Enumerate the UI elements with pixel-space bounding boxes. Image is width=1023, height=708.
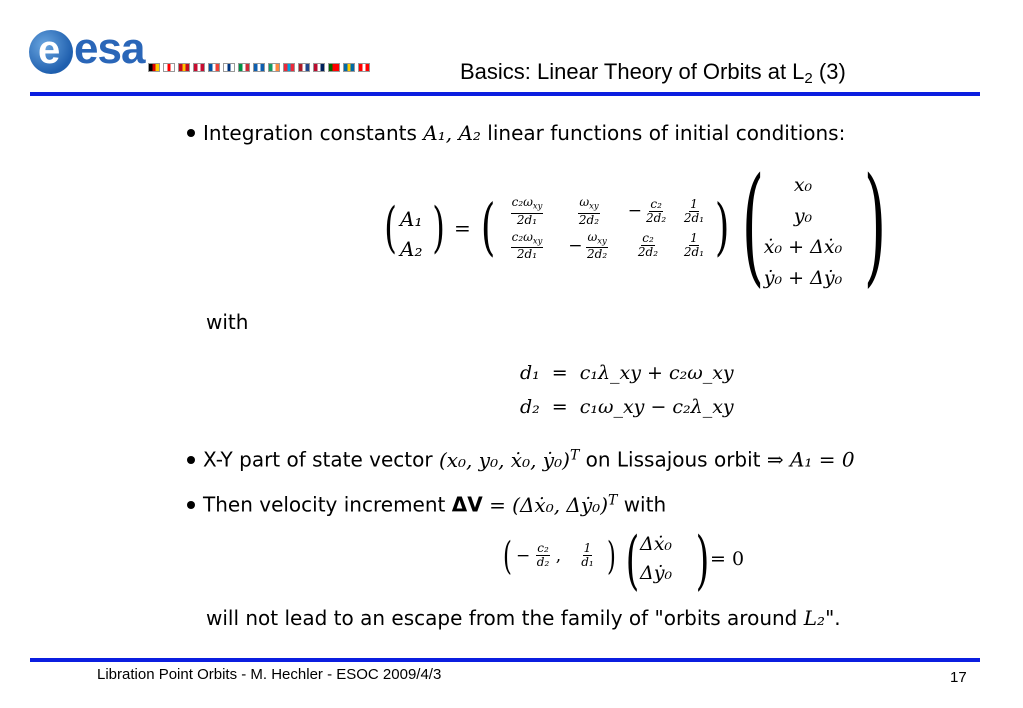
bullet-velocity-increment: Then velocity increment ΔV = (Δẋ₀, Δẏ₀)$^T$ with <box>187 488 666 517</box>
footer-text: Libration Point Orbits - M. Hechler - ESOC 2009/4/3 <box>97 666 442 683</box>
flag-icon <box>193 63 205 72</box>
matrix-equation <box>380 151 887 300</box>
flag-icon <box>148 63 160 72</box>
coefficient-matrix <box>496 196 712 261</box>
bullet-state-vector: X-Y part of state vector (x₀, y₀, ẋ₀, ẏ₀)$^T$ on Lissajous orbit ⇒ A₁ = 0 <box>187 443 855 472</box>
state-vector-math: (x₀, y₀, ẋ₀, ẏ₀)$^T$ <box>438 447 580 472</box>
row-left-paren: ( <box>502 534 512 578</box>
esa-logo-text: esa <box>74 24 145 73</box>
flag-icon <box>313 63 325 72</box>
header-divider <box>30 92 980 96</box>
row-vector: − $\frac{\text{c₂}}{\text{d₂}}$ , $\frac{1}{\text{d₁}}$ <box>516 541 594 569</box>
lhs-vector: A₁ A₂ <box>400 207 423 261</box>
flag-icon <box>178 63 190 72</box>
escape-statement: will not lead to an escape from the family of "orbits around L₂". <box>206 606 841 630</box>
matrix-cell: $\frac{1}{\text{2d₁}}$ <box>683 231 705 260</box>
flag-icon <box>358 63 370 72</box>
col-right-paren: ) <box>695 524 710 598</box>
row-right-paren: ) <box>606 534 616 578</box>
flag-icon <box>163 63 175 72</box>
equals-zero: = 0 <box>710 548 745 570</box>
rhs-left-paren: ( <box>741 151 765 300</box>
member-flags <box>148 63 370 72</box>
col-left-paren: ( <box>625 524 640 598</box>
constants-math: A₁, A₂ <box>423 121 481 145</box>
slide-title: Basics: Linear Theory of Orbits at L2 (3) <box>460 59 846 87</box>
flag-icon <box>223 63 235 72</box>
delta-v-math: = (Δẋ₀, Δẏ₀)$^T$ <box>489 492 618 517</box>
bullet-icon <box>187 129 195 137</box>
flag-icon <box>328 63 340 72</box>
d1-definition: d₁ = c₁λ_xy + c₂ω_xy <box>520 362 734 384</box>
lhs-right-paren: ) <box>432 196 445 259</box>
delta-v-symbol: ΔV <box>451 492 483 517</box>
lissajous-result: ⇒ A₁ = 0 <box>766 447 855 472</box>
flag-icon <box>268 63 280 72</box>
matrix-left-paren: ( <box>480 190 496 263</box>
escape-condition-equation <box>500 524 760 598</box>
matrix-cell: $\frac{c_2\omega_{xy}}{\text{2d₁}}$ <box>511 195 543 227</box>
column-vector: Δẋ₀ Δẏ₀ <box>640 533 673 584</box>
flag-icon <box>253 63 265 72</box>
matrix-cell: $\frac{1}{\text{2d₁}}$ <box>683 196 705 225</box>
bullet-icon <box>187 501 195 509</box>
rhs-right-paren: ) <box>863 151 887 300</box>
flag-icon <box>283 63 295 72</box>
flag-icon <box>298 63 310 72</box>
matrix-cell: − $\frac{\text{c₂}}{\text{2d₂}}$ <box>627 196 667 225</box>
matrix-cell: $\frac{c_2\omega_{xy}}{\text{2d₁}}$ <box>511 229 543 262</box>
matrix-right-paren: ) <box>714 190 730 263</box>
row-frac-2: $\frac{1}{\text{d₁}}$ <box>581 541 594 569</box>
matrix-cell: $\frac{\omega_{xy}}{\text{2d₂}}$ <box>578 195 600 227</box>
flag-icon <box>238 63 250 72</box>
esa-logo-letter: e <box>38 28 61 72</box>
flag-icon <box>208 63 220 72</box>
d-definitions <box>520 356 734 424</box>
flag-icon <box>343 63 355 72</box>
bullet-integration-constants: Integration constants A₁, A₂ linear functions of initial conditions: <box>187 121 845 145</box>
row-frac-1: $\frac{\text{c₂}}{\text{d₂}}$ <box>536 541 550 569</box>
with-label: with <box>206 310 249 334</box>
equals-sign: = <box>454 216 471 240</box>
rhs-vector: x₀ y₀ ẋ₀ + Δẋ₀ ẏ₀ + Δẏ₀ <box>763 174 843 289</box>
lhs-left-paren: ( <box>384 196 397 259</box>
page-number: 17 <box>950 669 967 686</box>
footer-divider <box>30 658 980 662</box>
matrix-cell: $\frac{\text{c₂}}{\text{2d₂}}$ <box>637 231 659 260</box>
bullet-icon <box>187 456 195 464</box>
matrix-cell: − $\frac{\omega_{xy}}{\text{2d₂}}$ <box>568 229 608 262</box>
title-subscript: 2 <box>804 70 813 87</box>
d2-definition: d₂ = c₁ω_xy − c₂λ_xy <box>520 396 734 418</box>
